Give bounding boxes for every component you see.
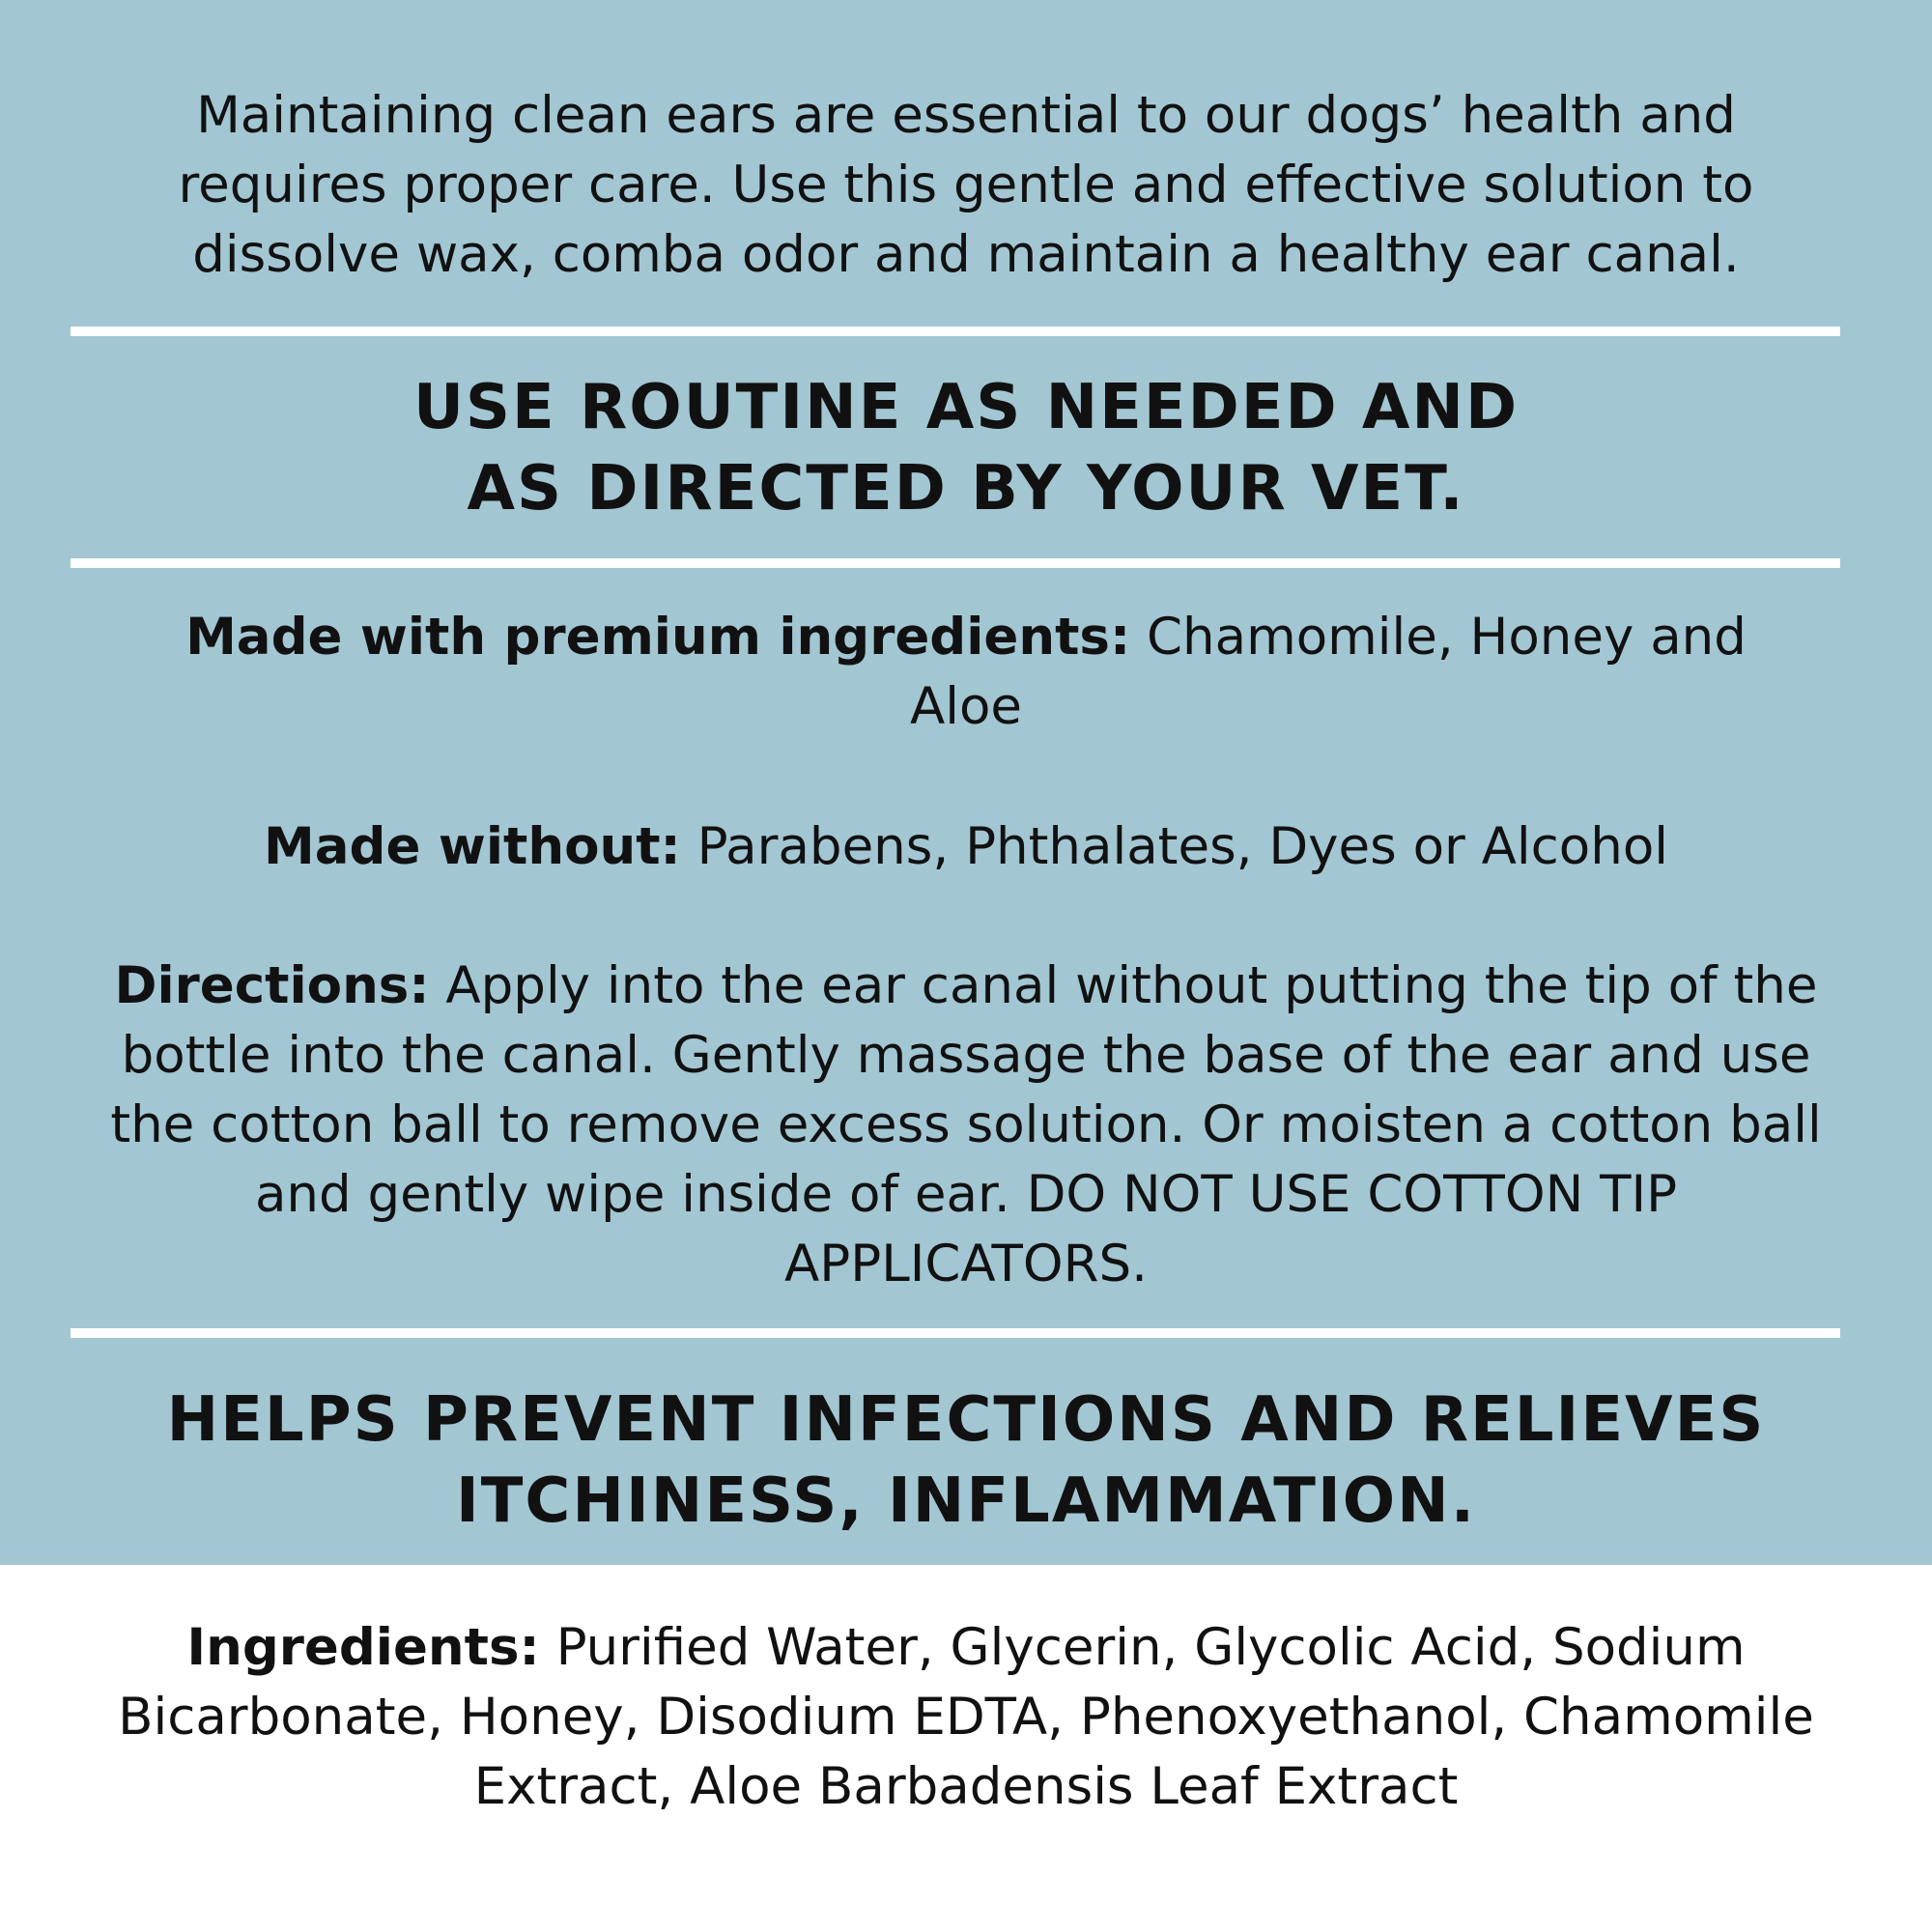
directions-paragraph — [0, 952, 1932, 1299]
benefits-headline — [0, 1379, 1932, 1542]
ingredients-text: Purified Water, Glycerin, Glycolic Acid, Sodium Bicarbonate, Honey, Disodium EDTA, Phenoxyethanol, Chamomile Extract, Aloe Barbadensis Leaf Extract — [118, 1618, 1814, 1816]
divider-1 — [71, 327, 1840, 336]
vet-headline-line1: USE ROUTINE AS NEEDED AND — [412, 372, 1520, 443]
premium-ingredients-paragraph — [0, 603, 1932, 742]
premium-label: Made with premium ingredients: — [185, 608, 1131, 667]
without-text: Parabens, Phthalates, Dyes or Alcohol — [680, 817, 1668, 876]
directions-text: Apply into the ear canal without putting the tip of the bottle into the canal. Gently massage the base of the ear and use the cotton ball to remove excess solution. Or moisten a cotton ball and gently wipe inside of ear. DO NOT USE COTTON TIP APPLICATORS. — [110, 956, 1822, 1293]
intro-paragraph — [0, 81, 1932, 290]
benefits-headline-line1: HELPS PREVENT INFECTIONS AND RELIEVES — [166, 1384, 1766, 1456]
made-without-paragraph — [0, 812, 1932, 882]
vet-headline — [0, 367, 1932, 529]
directions-label: Directions: — [114, 956, 430, 1015]
ingredients-label: Ingredients: — [186, 1618, 540, 1677]
benefits-headline-line2: ITCHINESS, INFLAMMATION. — [455, 1465, 1477, 1537]
divider-3 — [71, 1328, 1840, 1338]
premium-text: Chamomile, Honey and Aloe — [909, 608, 1747, 736]
vet-headline-line2: AS DIRECTED BY YOUR VET. — [467, 453, 1465, 525]
intro-text: Maintaining clean ears are essential to our dogs’ health and requires proper care. Use this gentle and effective solution to dissolve wax, comba odor and maintain a healthy ear canal. — [178, 86, 1754, 284]
divider-2 — [71, 558, 1840, 568]
without-label: Made without: — [264, 817, 681, 876]
ingredients-paragraph — [0, 1613, 1932, 1822]
